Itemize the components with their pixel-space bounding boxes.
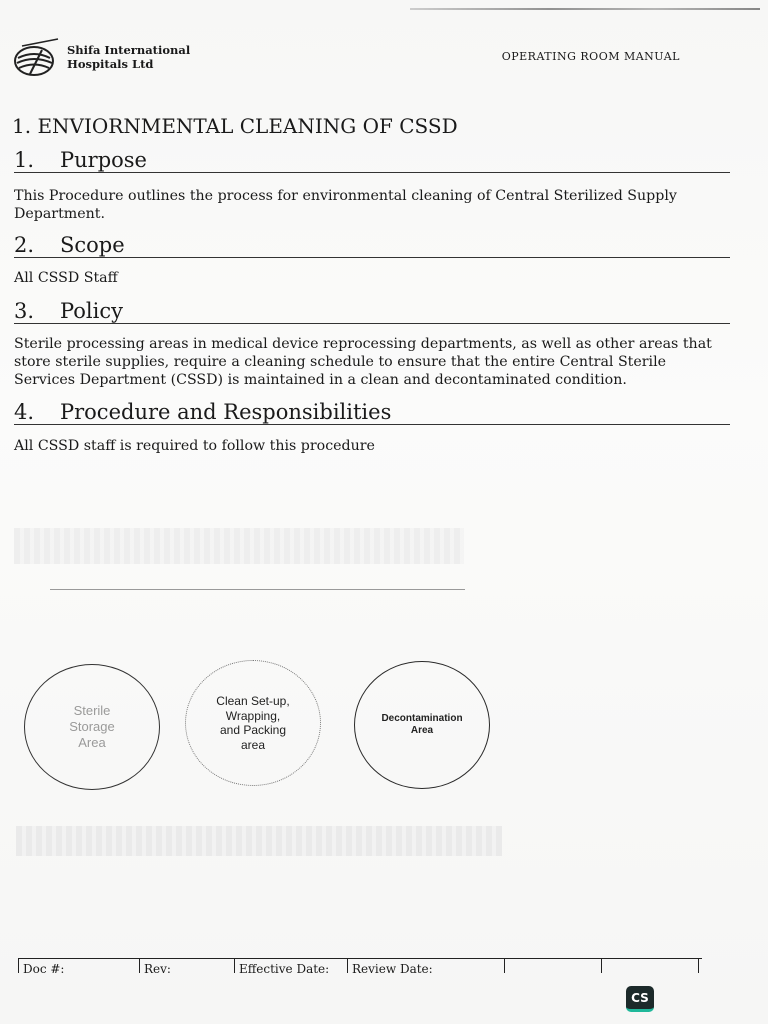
faded-scan-region [16, 826, 502, 856]
top-scan-line [410, 8, 760, 10]
org-line-1: Shifa International [67, 43, 191, 57]
area-circle-decontamination [354, 661, 490, 789]
section-text-scope: All CSSD Staff [14, 270, 118, 286]
section-heading-scope [14, 233, 730, 258]
section-heading-procedure [14, 400, 730, 425]
faded-scan-region [14, 528, 464, 564]
footer-cell-effective-date: Effective Date: [234, 959, 347, 973]
area-label-line: Area [410, 725, 434, 736]
section-title: Policy [60, 299, 123, 323]
area-label-line: Storage [69, 719, 115, 734]
area-label-line: Area [78, 735, 106, 750]
footer-cell-blank [601, 959, 699, 973]
section-number: 2. [14, 233, 35, 257]
area-label [381, 713, 462, 737]
footer-cell-review-date: Review Date: [347, 959, 504, 973]
manual-title: OPERATING ROOM MANUAL [501, 50, 680, 63]
section-number: 3. [14, 299, 35, 323]
area-label [216, 694, 289, 752]
footer-cell-rev: Rev: [139, 959, 234, 973]
area-label [69, 703, 115, 751]
section-heading-purpose [14, 148, 730, 173]
section-title: Purpose [60, 148, 147, 172]
area-label-line: and Packing [219, 723, 287, 737]
section-number: 4. [14, 400, 35, 424]
organization-name [67, 43, 190, 71]
footer-table [18, 958, 702, 973]
hospital-logo-icon [12, 36, 62, 78]
faded-rule [50, 589, 465, 590]
section-title: Scope [60, 233, 125, 257]
area-circle-clean-setup [185, 660, 321, 786]
footer-cell-blank [504, 959, 601, 973]
section-title: Procedure and Responsibilities [60, 400, 392, 424]
area-label-line: Wrapping, [225, 708, 281, 723]
section-text-purpose: This Procedure outlines the process for environmental cleaning of Central Sterilized Supply Department. [14, 188, 677, 222]
area-label-line: Sterile [73, 703, 111, 718]
section-text-policy: Sterile processing areas in medical device reprocessing departments, as well as other areas that store sterile supplies, require a cleaning schedule to ensure that the entire Central Sterile Services Department (CSSD) is maintained in a clean and decontaminated condition. [14, 336, 712, 388]
area-circle-sterile-storage [24, 664, 160, 790]
section-heading-policy [14, 299, 730, 324]
document-title: 1. ENVIORNMENTAL CLEANING OF CSSD [12, 114, 458, 138]
section-text-procedure: All CSSD staff is required to follow this procedure [14, 438, 375, 454]
area-label-line: Clean Set-up, [216, 694, 290, 708]
footer-cell-doc: Doc #: [18, 959, 139, 973]
camscanner-badge-icon: CS [626, 986, 654, 1012]
area-label-line: area [240, 737, 265, 752]
org-line-2: Hospitals Ltd [67, 57, 154, 71]
area-label-line: Decontamination [381, 713, 463, 724]
section-number: 1. [14, 148, 35, 172]
